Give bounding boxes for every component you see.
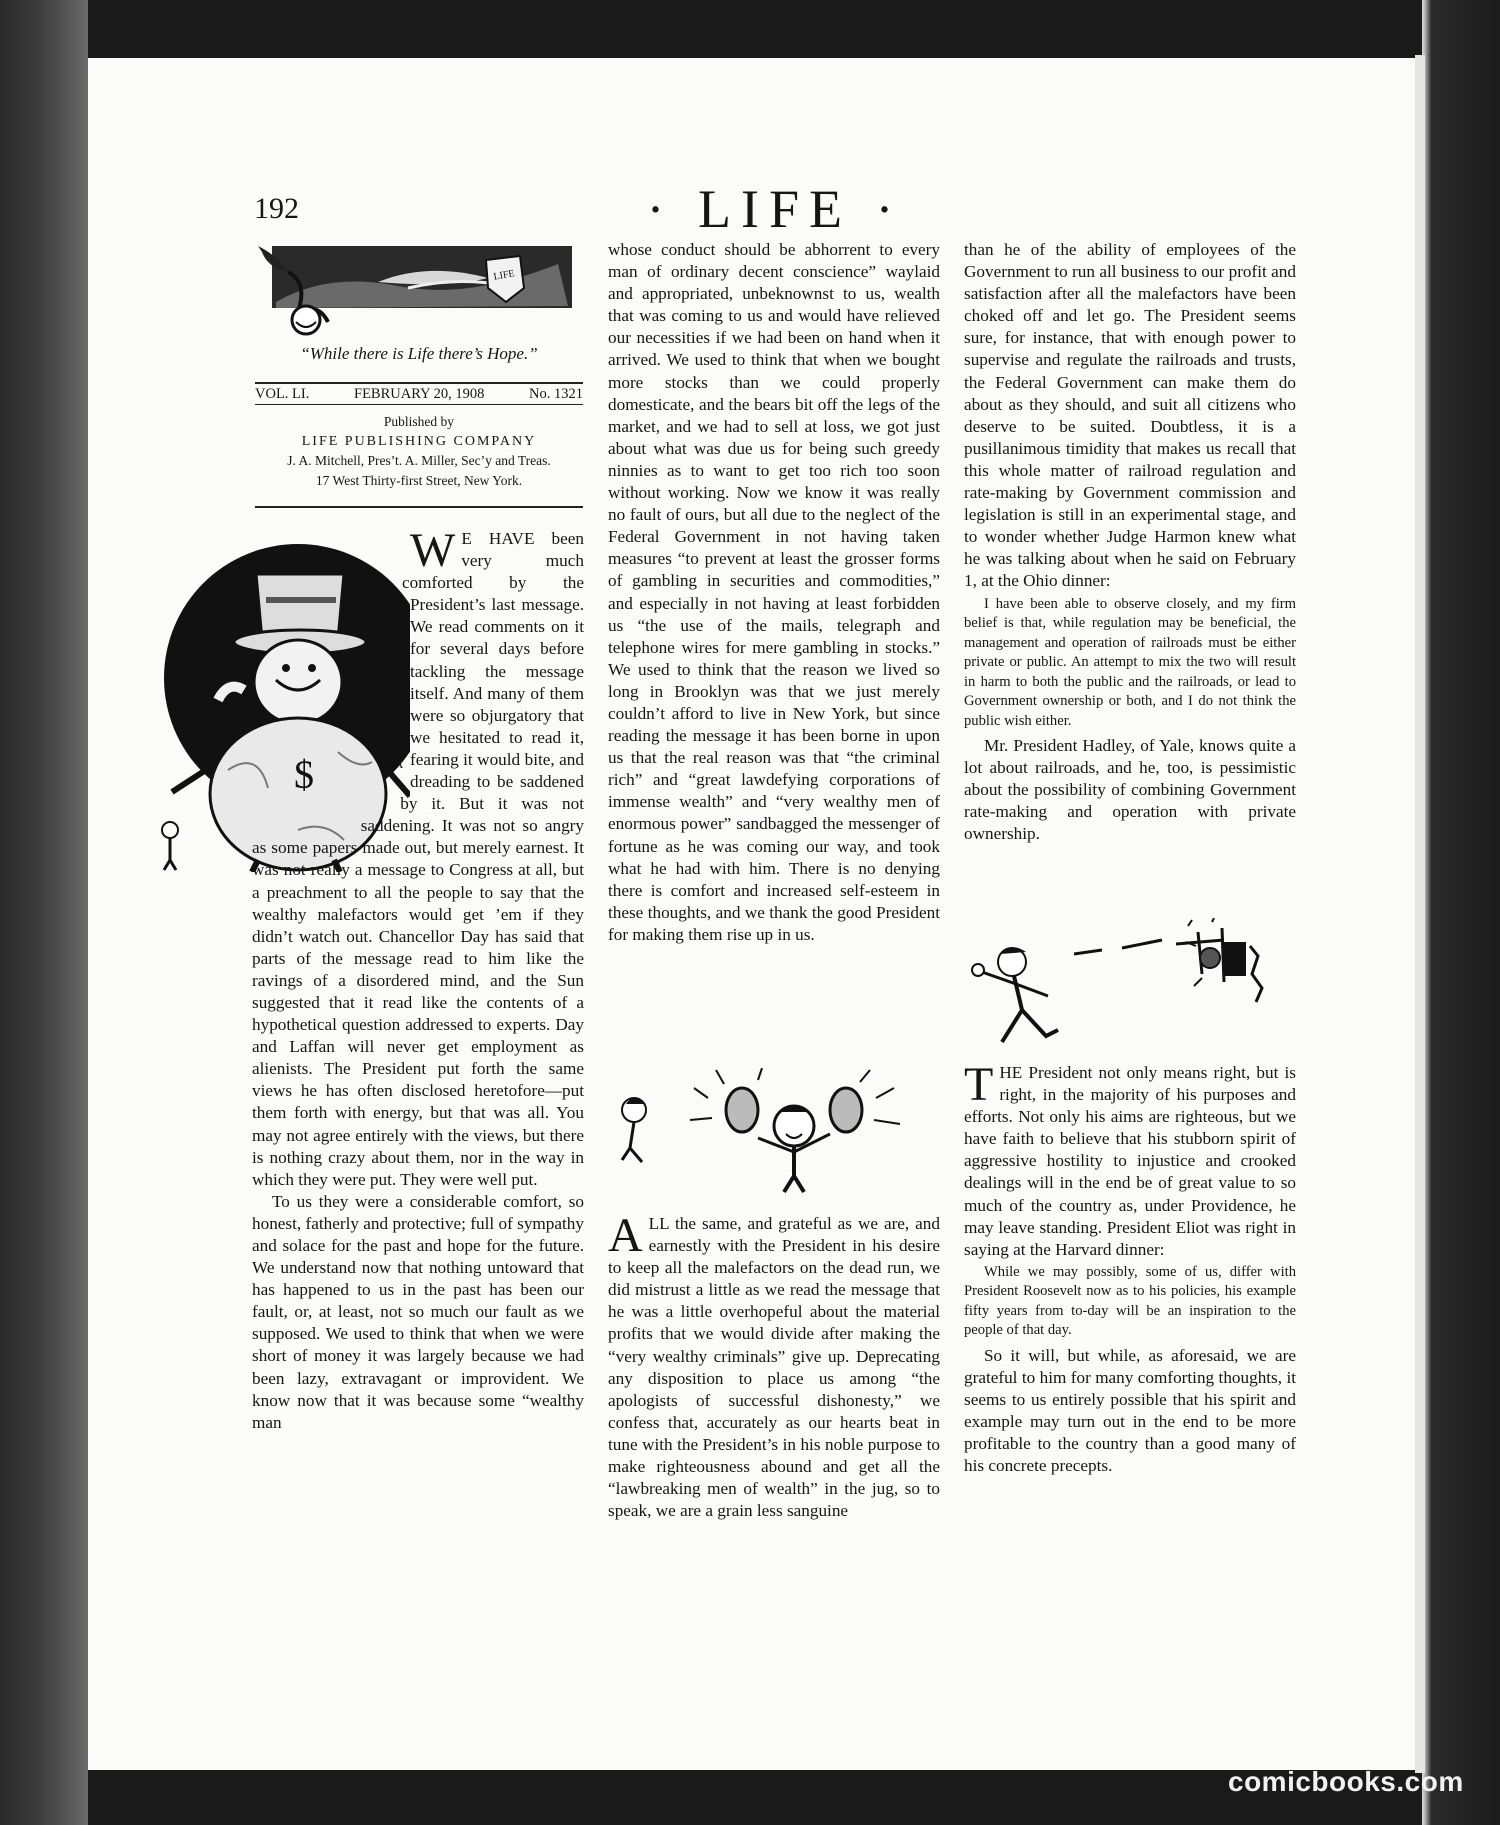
article-3-paragraph bbox=[964, 1058, 1296, 1261]
hadley-paragraph: Mr. President Hadley, of Yale, knows quite a lot about railroads, and he, too, is pessimistic about the possibility of combining Government rate-making and operation with private ownership. bbox=[964, 736, 1296, 844]
eliot-quote: While we may possibly, some of us, differ with President Roosevelt now as to his policies, his example fifty years from to-day will be an inspiration to the people of that day. bbox=[964, 1263, 1296, 1339]
article-1-continued: whose conduct should be abhorrent to every man of ordinary decent conscience” waylaid and appropriated, unbeknownst to us, wealth that was coming to us and would have relieved our necessities if we had been on hand when it arrived. We used to think that when we bought more stocks than we could properly domesticate, and the bears bit off the legs of the market, and we had to sell at loss, we got just about what was due us for being such greedy ninnies as to want to get too rich too soon without working. Now we know it was really no fault of ours, but all due to the neglect of the Federal Government in not having taken measures “to prevent at least the grosser forms of gambling in securities and commodities,” and especially in not having at least forbidden us “the use of the mails, telegraph and telephone wires for mere gambling in stocks.” We used to think that the reason we lived so long in Brooklyn was that we just merely couldn’t afford to live in New York, but since reading the message it has been borne in upon us that the real reason was that “the criminal rich” and “great lawdefying corporations of immense wealth” and “very wealthy men of enormous power” sandbagged the messenger of fortune as he was coming our way, and took what he had with him. There is no denying there is comfort and increased self-esteem in these thoughts, and we thank the good President for making them rise up in us. bbox=[608, 240, 940, 944]
publisher-officers: J. A. Mitchell, Pres’t. A. Miller, Sec’y and Treas. bbox=[287, 453, 551, 468]
harmon-quote: I have been able to observe closely, and my firm belief is that, while regulation may be beneficial, the management and operation of railroads must be either private or public. An attempt to mix the two will result in harm to both the public and the railroads, or lead to Government ownership or both, and I do not think the public wish either. bbox=[964, 595, 1296, 729]
article-3-closing: So it will, but while, as aforesaid, we are grateful to him for many comforting thoughts, it seems to us entirely possible that his spirit and example may turn out in the end to be more profitable to the country than a good many of his concrete precepts. bbox=[964, 1345, 1296, 1476]
motto: “While there is Life there’s Hope.” bbox=[300, 344, 538, 363]
scan-right-edge bbox=[1422, 0, 1500, 1825]
article-column-2 bbox=[608, 239, 940, 946]
watermark: comicbooks.com bbox=[1228, 1766, 1464, 1797]
issue-date: FEBRUARY 20, 1908 bbox=[354, 386, 485, 402]
divider-rule bbox=[255, 506, 583, 508]
scan-binding-shadow bbox=[0, 0, 88, 1825]
article-column-3 bbox=[964, 239, 1296, 845]
article-1-lead-text: E HAVE been very much comforted by the President’s last message. We read comments on it for several days before tackling the message itself. And many of them were so objurgatory that we hesitated to read it, fearing it would bite, and dreading to be saddened by it. But it was not saddening. It was not so angry as some papers made out, but merely earnest. It was not really a message to Congress at all, but a preachment to all the people to say that the wealthy malefactors would get ’em if they didn’t watch out. Chancellor Day has said that parts of the message read to him like the ravings of a disordered mind, and the Sun suggested that it read like the contents of a hypothetical question addressed to experts. Day and Laffan will never get employment as alienists. The President put forth the same views he has often disclosed heretofore—put them forth with energy, but that was all. You may not agree entirely with the views, but there is nothing crazy about them, nor in the way in which they were put. They were well put. bbox=[252, 529, 584, 1189]
divider-rule bbox=[255, 404, 583, 405]
plutocrat-float-spacer bbox=[252, 528, 410, 858]
article-2-text: LL the same, and grateful as we are, and earnestly with the President in his desire to keep all the malefactors on the dead run, we did mistrust a little as we read the message that he was a little overhopeful about the material profits that we would divide after making the “very wealthy criminals” give up. Deprecating any disposition to place us among “the apologists of successful dishonesty,” we confess that, accurately as our hearts beat in tune with the President’s in his noble purpose to make righteousness abound and get all the “lawbreaking men of wealth” in the jug, so to speak, we are a grain less sanguine bbox=[608, 1214, 940, 1521]
ball-thrower-cartoon-illustration bbox=[962, 918, 1302, 1058]
masthead-vignette-illustration bbox=[258, 242, 580, 340]
masthead-title: · LIFE · bbox=[646, 179, 904, 239]
publisher-address: 17 West Thirty-first Street, New York. bbox=[315, 472, 523, 488]
article-2-column bbox=[608, 1209, 940, 1522]
publisher-box bbox=[255, 412, 583, 490]
article-3-text: HE President not only means right, but is right, in the majority of his purposes and efforts. Not only his aims are righteous, but we have faith to believe that his stubborn spirit of aggressive hostility to injustice and crooked dealings will in the end be of great value to so much of the country as, under Providence, he may leave standing. President Eliot was right in saying at the Harvard dinner: bbox=[964, 1063, 1296, 1259]
dropcap-w: W bbox=[410, 524, 456, 577]
article-column-1 bbox=[252, 524, 584, 1434]
publisher-company: LIFE PUBLISHING COMPANY bbox=[301, 433, 537, 449]
racquet-boy-cartoon-illustration bbox=[608, 1068, 936, 1200]
article-1-paragraph-2: To us they were a considerable comfort, so honest, fatherly and protective; full of sympathy and solace for the past and hope for the future. We understand now that nothing untoward that has happened to us in the past has been our fault, or, at least, not so much our fault as we supposed. We used to think that when we were short of money it was largely because we had been lazy, extravagant or improvident. We know now that it was because some “wealthy man bbox=[252, 1191, 584, 1432]
volume-number: VOL. LI. bbox=[255, 386, 310, 402]
page-edge bbox=[1415, 55, 1425, 1773]
article-2-paragraph bbox=[608, 1209, 940, 1522]
published-by: Published by bbox=[383, 414, 455, 429]
artist-signature: MA bbox=[384, 757, 404, 771]
dropcap-a: A bbox=[608, 1209, 643, 1262]
vignette-shield-text: LIFE bbox=[492, 268, 516, 283]
volume-line bbox=[255, 382, 583, 403]
issue-number: No. 1321 bbox=[529, 386, 583, 402]
article-2-continued: than he of the ability of employees of the Government to run all business to our profit and satisfaction after all the malefactors have been choked off and let go. The President seems sure, for instance, that with enough power to supervise and regulate the railroads and trusts, the Federal Government can make them do about as they should, and suit all citizens who deserve to be suited. Doubtless, it is a pusillanimous timidity that makes us recall that this whole matter of railroad regulation and rate-making by Government commission and legislation is still in an experimental stage, and to wonder whether Judge Harmon knew what he was talking about when he said on February 1, at the Ohio dinner: bbox=[964, 240, 1296, 591]
svg-text:$: $ bbox=[294, 752, 314, 797]
page-number: 192 bbox=[254, 192, 299, 225]
article-3-column bbox=[964, 1058, 1296, 1477]
dropcap-t: T bbox=[964, 1058, 994, 1111]
